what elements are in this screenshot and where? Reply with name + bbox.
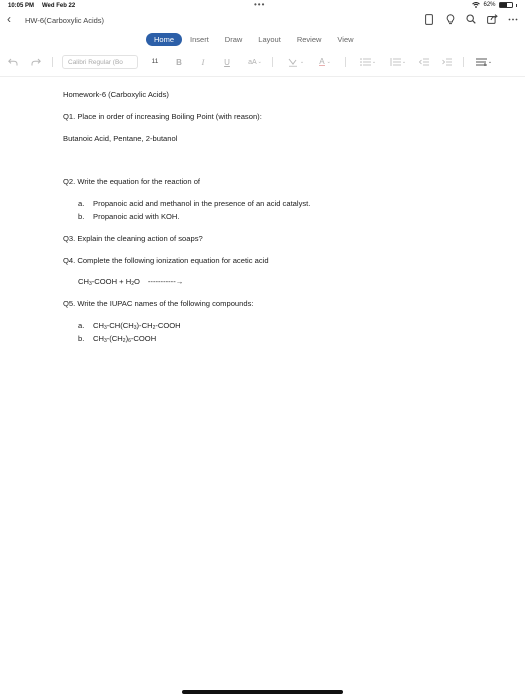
question-5: Q5. Write the IUPAC names of the following compounds: [63,299,254,308]
chevron-down-icon: ⌄ [401,59,407,65]
document-title: HW-6(Carboxylic Acids) [25,16,105,25]
formula-part: -(CH [106,334,123,343]
list-item-text: Propanoic acid with KOH. [93,212,180,221]
device-icon[interactable] [423,13,435,25]
ionization-equation [78,277,183,287]
chevron-left-icon[interactable]: ‹ [7,12,11,26]
undo-icon[interactable] [7,54,19,70]
italic-button[interactable]: I [201,57,205,67]
home-indicator[interactable] [182,690,343,694]
formula-part: -COOH + H [91,277,132,286]
title-bar-actions [423,13,519,25]
status-date: Wed Feb 22 [42,3,76,9]
text-size-label: aA [248,58,257,66]
redo-icon[interactable] [30,54,42,70]
list-marker: a. [78,321,85,330]
more-icon[interactable] [507,13,519,25]
chevron-down-icon: ⌄ [326,59,331,65]
status-bar [0,0,525,12]
formula-part: CH [93,321,104,330]
formula-part: CH [93,334,104,343]
font-name-select[interactable]: Calibri Regular (Bo [62,55,138,69]
battery-cap [516,4,518,7]
question-1-items: Butanoic Acid, Pentane, 2-butanol [63,134,178,143]
toolbar-divider [345,57,346,67]
list-item [78,199,310,208]
chevron-down-icon: ⌄ [487,59,493,65]
highlight-color-button[interactable] [285,54,307,70]
formula-part: -CH(CH [106,321,134,330]
indent-icon [442,58,452,66]
formula-part: CH [78,277,89,286]
list-marker: b. [78,212,85,221]
status-right [472,2,517,8]
tab-insert[interactable]: Insert [190,34,209,44]
title-bar [0,12,525,30]
font-color-button[interactable] [314,54,336,70]
formula-part: )-CH [136,321,153,330]
list-marker: b. [78,334,85,343]
multitasking-dots-icon[interactable]: ••• [254,0,266,9]
wifi-icon [472,2,480,8]
formula-subscript: 2 [122,338,126,344]
underline-button[interactable]: U [224,57,230,67]
paragraph-format-button[interactable] [473,54,495,70]
increase-indent-button[interactable] [441,54,453,70]
question-3: Q3. Explain the cleaning action of soaps? [63,234,203,243]
toolbar-divider [463,57,464,67]
chevron-down-icon: ⌄ [299,59,305,65]
formula-part: O [133,277,140,286]
question-2: Q2. Write the equation for the reaction of [63,177,201,186]
formula-subscript: 3 [133,325,137,331]
bold-button[interactable]: B [176,57,182,67]
reaction-arrow: -----------→ [147,277,184,286]
search-icon[interactable] [465,13,477,25]
ribbon-tabs [146,32,362,46]
toolbar-divider [272,57,273,67]
lightbulb-icon[interactable] [444,13,456,25]
toolbar-divider-line [0,76,525,77]
formula-subscript: 6 [128,338,131,344]
decrease-indent-button[interactable] [418,54,430,70]
chevron-down-icon: ⌄ [371,59,377,65]
tab-review[interactable]: Review [296,34,322,44]
formula-subscript: 2 [131,281,134,287]
formula-part: -COOH [155,321,181,330]
status-time: 10:05 PM [8,3,35,9]
formula-part: -COOH [130,334,157,343]
list-marker: a. [78,199,85,208]
toolbar-divider [52,57,53,67]
numbered-list-icon [390,58,401,66]
question-1: Q1. Place in order of increasing Boiling Point (with reason): [63,112,262,121]
formatting-toolbar [0,54,525,72]
share-icon[interactable] [486,13,498,25]
list-item [78,334,156,344]
font-size-select[interactable]: 11 [151,58,159,65]
outdent-icon [419,58,429,66]
list-item-text: Propanoic acid and methanol in the presence of an acid catalyst. [93,199,311,208]
highlighter-icon [288,58,298,67]
formula-subscript: 3 [88,281,92,287]
tab-view[interactable]: View [337,34,354,44]
question-4: Q4. Complete the following ionization equation for acetic acid [63,256,269,265]
font-color-label: A [319,57,325,66]
tab-draw[interactable]: Draw [224,34,243,44]
tab-home[interactable]: Home [146,33,182,46]
numbering-button[interactable] [387,54,409,70]
bullets-button[interactable] [357,54,379,70]
list-item [78,212,180,221]
document-heading: Homework-6 (Carboxylic Acids) [63,90,169,99]
list-item [78,321,181,331]
text-size-button[interactable] [244,54,266,70]
paragraph-align-icon [476,58,487,66]
formula-subscript: 3 [103,338,107,344]
battery-icon [499,2,513,8]
tab-layout[interactable]: Layout [258,34,281,44]
formula-part: ) [125,334,129,343]
bullet-list-icon [360,58,371,66]
formula-subscript: 2 [152,325,156,331]
formula-subscript: 3 [103,325,107,331]
battery-percent: 62% [483,2,496,8]
chevron-down-icon: ⌄ [257,59,262,65]
